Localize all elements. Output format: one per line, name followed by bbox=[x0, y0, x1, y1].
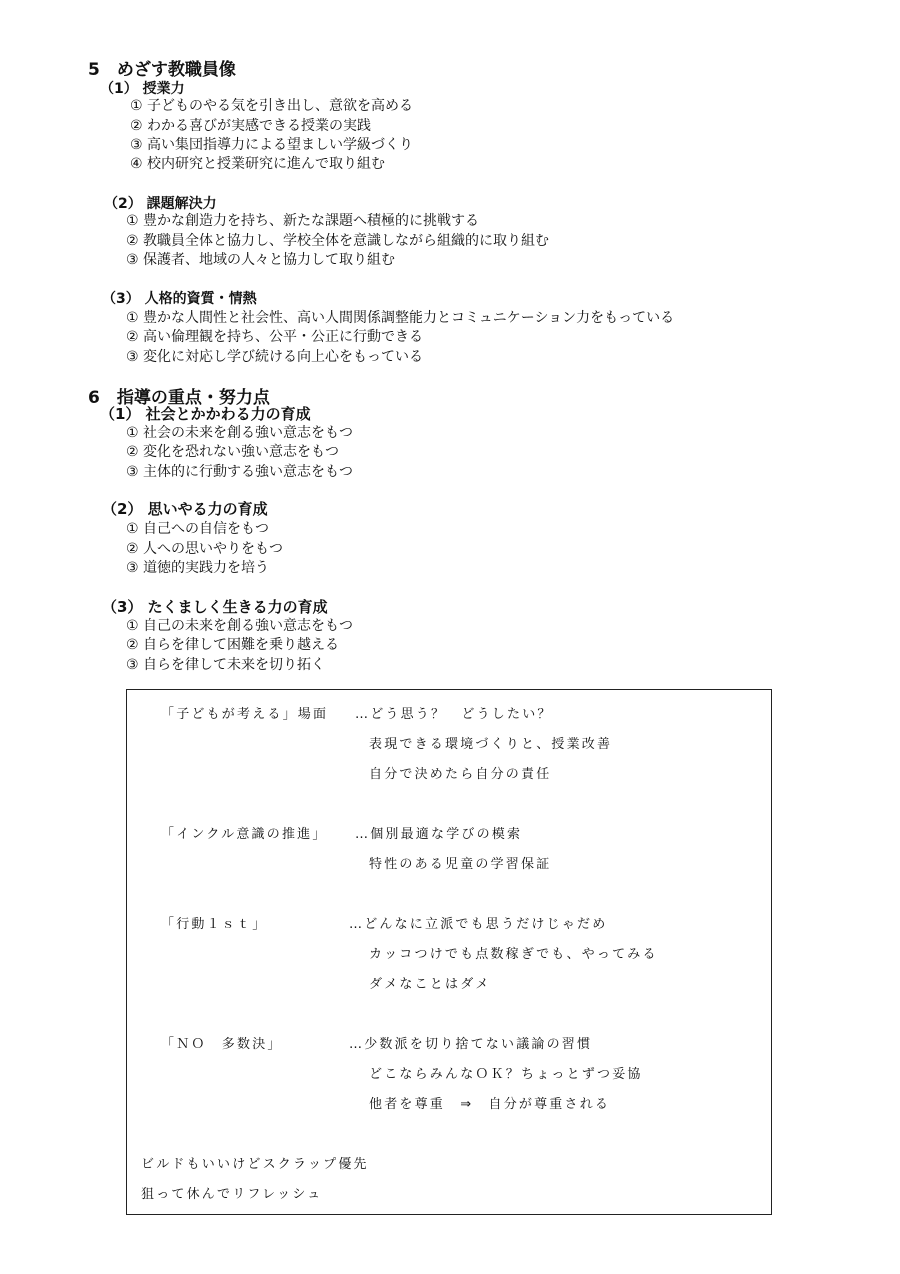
box-label: 「ＮＯ 多数決」 bbox=[161, 1037, 283, 1052]
section-6-1-heading: （1） 社会とかかわる力の育成 bbox=[100, 405, 311, 423]
box-line: …どう思う？ どうしたい？ bbox=[355, 707, 553, 722]
list-item: ① 社会の未来を創る強い意志をもつ bbox=[126, 425, 354, 441]
box-line: 表現できる環境づくりと、授業改善 bbox=[369, 737, 613, 752]
box-line: カッコつけでも点数稼ぎでも、やってみる bbox=[369, 947, 658, 962]
list-item: ② 変化を恐れない強い意志をもつ bbox=[126, 444, 340, 460]
box-line: 自分で決めたら自分の責任 bbox=[369, 767, 552, 782]
box-line: ダメなことはダメ bbox=[369, 977, 491, 992]
list-item: ④ 校内研究と授業研究に進んで取り組む bbox=[130, 156, 385, 172]
section-5-1-heading: （1） 授業力 bbox=[100, 81, 185, 97]
box-line: 特性のある児童の学習保証 bbox=[369, 857, 552, 872]
list-item: ① 豊かな創造力を持ち、新たな課題へ積極的に挑戦する bbox=[126, 213, 479, 229]
box-line: 他者を尊重 ⇒ 自分が尊重される bbox=[369, 1097, 611, 1112]
box-label: 「インクル意識の推進」 bbox=[161, 827, 328, 842]
box-line: どこならみんなＯＫ？ちょっとずつ妥協 bbox=[369, 1067, 643, 1082]
list-item: ③ 高い集団指導力による望ましい学級づくり bbox=[130, 137, 413, 153]
list-item: ② わかる喜びが実感できる授業の実践 bbox=[130, 118, 371, 134]
box-line: …どんなに立派でも思うだけじゃだめ bbox=[349, 917, 608, 932]
list-item: ① 子どものやる気を引き出し、意欲を高める bbox=[130, 98, 413, 114]
box-label: 「子どもが考える」場面 bbox=[161, 707, 329, 722]
box-line: …個別最適な学びの模索 bbox=[355, 827, 523, 842]
section-5-3-heading: （3） 人格的資質・情熱 bbox=[102, 291, 257, 307]
box-footer-line: 狙って休んでリフレッシュ bbox=[141, 1187, 323, 1202]
list-item: ③ 変化に対応し学び続ける向上心をもっている bbox=[126, 349, 423, 365]
list-item: ③ 保護者、地域の人々と協力して取り組む bbox=[126, 252, 395, 268]
list-item: ② 人への思いやりをもつ bbox=[126, 541, 284, 557]
list-item: ① 豊かな人間性と社会性、高い人間関係調整能力とコミュニケーション力をもっている bbox=[126, 310, 675, 326]
list-item: ② 高い倫理観を持ち、公平・公正に行動できる bbox=[126, 329, 423, 345]
section-5-2-heading: （2） 課題解決力 bbox=[104, 196, 217, 212]
list-item: ③ 道徳的実践力を培う bbox=[126, 560, 270, 576]
list-item: ② 自らを律して困難を乗り越える bbox=[126, 637, 340, 653]
list-item: ① 自己への自信をもつ bbox=[126, 521, 270, 537]
section-6-3-heading: （3） たくましく生きる力の育成 bbox=[102, 598, 328, 616]
section-6-2-heading: （2） 思いやる力の育成 bbox=[102, 500, 268, 518]
box-label: 「行動１ｓｔ」 bbox=[161, 917, 268, 932]
list-item: ① 自己の未来を創る強い意志をもつ bbox=[126, 618, 354, 634]
box-line: …少数派を切り捨てない議論の習慣 bbox=[349, 1037, 593, 1052]
box-footer-line: ビルドもいいけどスクラップ優先 bbox=[141, 1157, 369, 1172]
list-item: ③ 自らを律して未来を切り拓く bbox=[126, 657, 326, 673]
section-6-title: 6 指導の重点・努力点 bbox=[88, 388, 270, 408]
section-5-title: 5 めざす教職員像 bbox=[88, 60, 236, 80]
list-item: ② 教職員全体と協力し、学校全体を意識しながら組織的に取り組む bbox=[126, 233, 549, 249]
motto-box bbox=[126, 689, 772, 1215]
list-item: ③ 主体的に行動する強い意志をもつ bbox=[126, 464, 354, 480]
